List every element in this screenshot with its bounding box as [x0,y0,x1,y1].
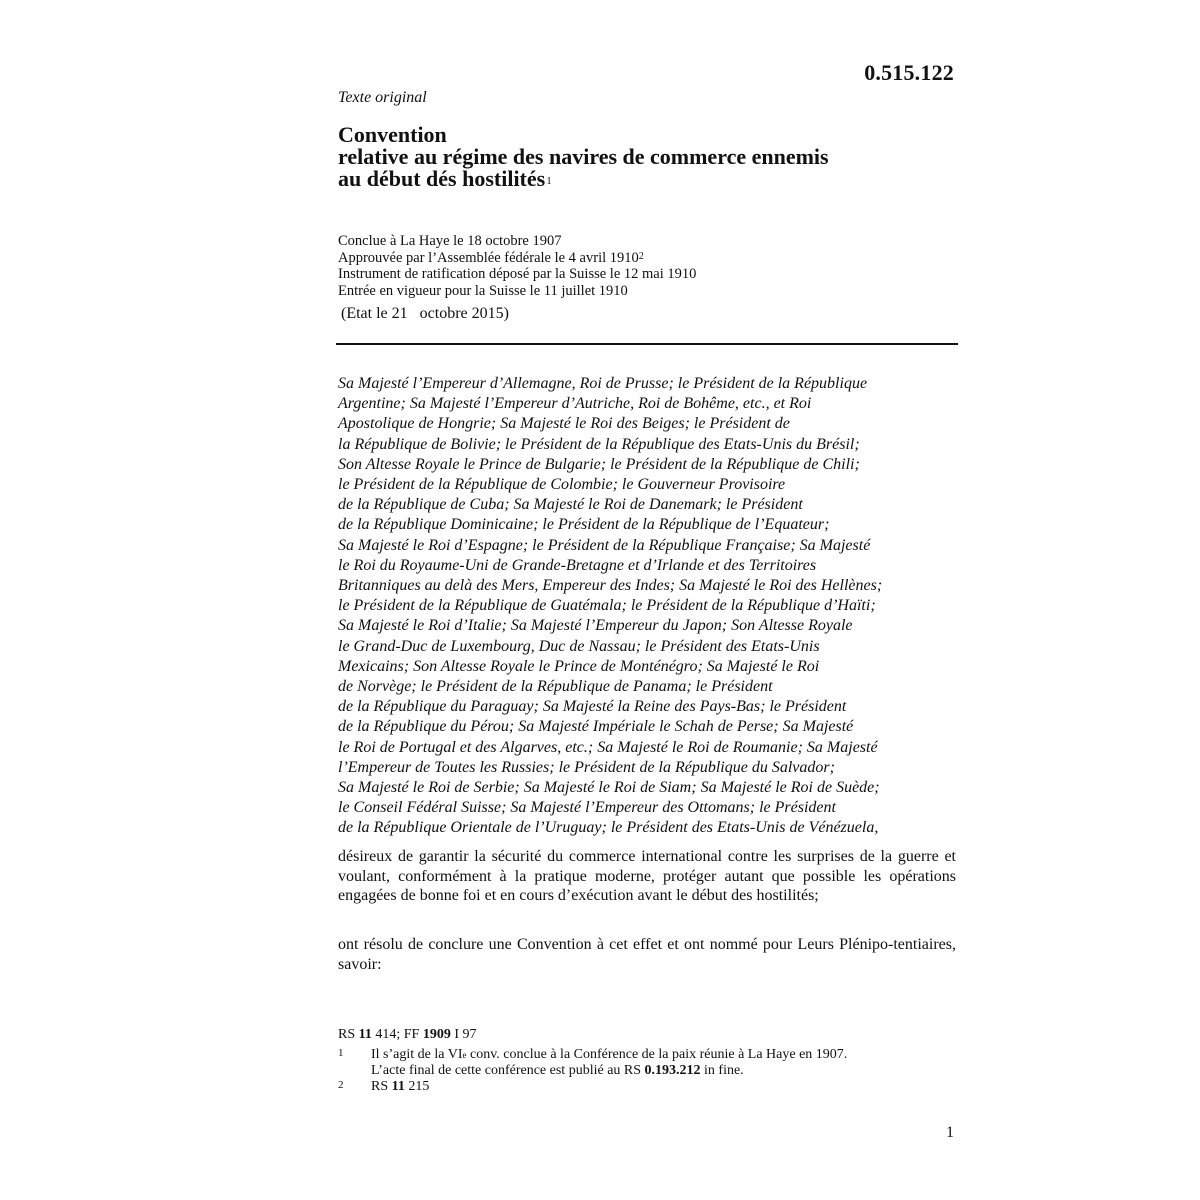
preamble-line: le Grand-Duc de Luxembourg, Duc de Nassau; le Président des Etats-Unis [338,637,820,655]
preamble-paragraph-2: ont résolu de conclure une Convention à cet effet et ont nommé pour Leurs Plénipo-tentiaires, savoir: [338,936,956,973]
preamble-parties [338,374,960,839]
preamble-line: l’Empereur de Toutes les Russies; le Président de la République du Salvador; [338,758,835,776]
state-date: (Etat le 21 octobre 2015) [341,305,509,322]
meta-ratification: Instrument de ratification déposé par la Suisse le 12 mai 1910 [338,266,697,282]
preamble-line: de Norvège; le Président de la République de Panama; le Président [338,678,773,696]
preamble-line: le Président de la République de Colombie; le Gouverneur Provisoire [338,476,786,494]
preamble-line: Sa Majesté le Roi de Serbie; Sa Majesté le Roi de Siam; Sa Majesté le Roi de Suède; [338,779,880,797]
preamble-line: Son Altesse Royale le Prince de Bulgarie; le Président de la République de Chili; [338,455,860,473]
preamble-line: de la République du Pérou; Sa Majesté Impériale le Schah de Perse; Sa Majesté [338,718,854,736]
title-line-3-text: au début dés hostilités [338,166,546,191]
page-number: 1 [946,1124,954,1141]
document-title [338,124,958,190]
preamble-line: Britanniques au delà des Mers, Empereur des Indes; Sa Majesté le Roi des Hellènes; [338,577,883,595]
footnote-1-line-2 [371,1063,958,1079]
preamble-line: le Roi de Portugal et des Algarves, etc.; Sa Majesté le Roi de Roumanie; Sa Majesté [338,738,878,756]
preamble-paragraph-1: désireux de garantir la sécurité du commerce international contre les surprises de la guerre et voulant, conformément à la pratique moderne, protéger autant que possible les opérations engagées de bonne foi et en cours d’exécution avant le début des hostilités; [338,848,956,904]
document-metadata [338,233,696,299]
preamble-line: Mexicains; Son Altesse Royale le Prince de Monténégro; Sa Majesté le Roi [338,657,820,675]
preamble-line: Sa Majesté le Roi d’Espagne; le Président de la République Française; Sa Majesté [338,536,871,554]
footnote-2 [338,1079,958,1095]
footnote-2-suffix: 215 [404,1079,430,1094]
source-prefix: RS [338,1027,359,1042]
footnote-1-line2-suffix: in fine. [700,1063,744,1078]
meta-approved [338,250,696,267]
footnote-1-text-b: conv. conclue à la Conférence de la paix réunie à La Haye en 1907. [466,1047,848,1062]
preamble-line: Apostolique de Hongrie; Sa Majesté le Roi des Beiges; le Président de [338,415,790,433]
header-divider [336,343,958,345]
preamble-line: Sa Majesté le Roi d’Italie; Sa Majesté l’Empereur du Japon; Son Altesse Royale [338,617,853,635]
footnote-1 [338,1047,958,1079]
original-text-label: Texte original [338,89,427,106]
title-line-1: Convention [338,122,447,147]
source-year: 1909 [422,1027,451,1042]
preamble-line: de la République du Paraguay; Sa Majesté la Reine des Pays-Bas; le Président [338,698,847,716]
source-volume: 11 [358,1027,372,1042]
document-number: 0.515.122 [864,60,954,85]
meta-concluded: Conclue à La Haye le 18 octobre 1907 [338,233,562,249]
title-line-2: relative au régime des navires de commerce ennemis [338,144,829,169]
footnote-2-prefix: RS [371,1079,392,1094]
footnote-1-line2-text: L’acte final de cette conférence est publié au RS [371,1063,645,1078]
meta-entry-into-force: Entrée en vigueur pour la Suisse le 11 juillet 1910 [338,282,628,299]
preamble-line: Argentine; Sa Majesté l’Empereur d’Autriche, Roi de Bohême, etc., et Roi [338,395,812,413]
preamble-line: le Président de la République de Guatémala; le Président de la République d’Haïti; [338,597,876,615]
meta-approved-footnote-ref[interactable]: 2 [638,250,644,262]
footnote-1-superscript: e [462,1050,467,1060]
footnote-source-reference [338,1027,958,1043]
title-footnote-ref[interactable]: 1 [546,175,552,187]
preamble-line: de la République Orientale de l’Uruguay; le Président des Etats-Unis de Vénézuela, [338,819,879,837]
source-mid: 414; FF [371,1027,423,1042]
footnote-2-number: 2 [338,1079,344,1091]
preamble-line: de la République Dominicaine; le Président de la République de l’Equateur; [338,516,830,534]
footnote-1-rs-link[interactable]: 0.193.212 [644,1063,701,1078]
meta-approved-text: Approuvée par l’Assemblée fédérale le 4 avril 1910 [338,249,639,266]
footnote-1-number: 1 [338,1047,344,1059]
footnotes [338,1027,958,1095]
footnote-1-line-1 [371,1047,958,1063]
preamble-line: le Conseil Fédéral Suisse; Sa Majesté l’Empereur des Ottomans; le Président [338,799,836,817]
source-suffix: I 97 [450,1027,477,1042]
footnote-2-line-1 [371,1079,958,1095]
preamble-line: de la République de Cuba; Sa Majesté le Roi de Danemark; le Président [338,496,803,514]
preamble-line: le Roi du Royaume-Uni de Grande-Bretagne et d’Irlande et des Territoires [338,556,817,574]
title-line-3 [338,168,958,190]
footnote-2-volume: 11 [391,1079,405,1094]
preamble-line: Sa Majesté l’Empereur d’Allemagne, Roi de Prusse; le Président de la République [338,375,868,392]
preamble-line: la République de Bolivie; le Président de la République des Etats-Unis du Brésil; [338,435,860,453]
footnote-1-text-a: Il s’agit de la VI [371,1047,463,1062]
